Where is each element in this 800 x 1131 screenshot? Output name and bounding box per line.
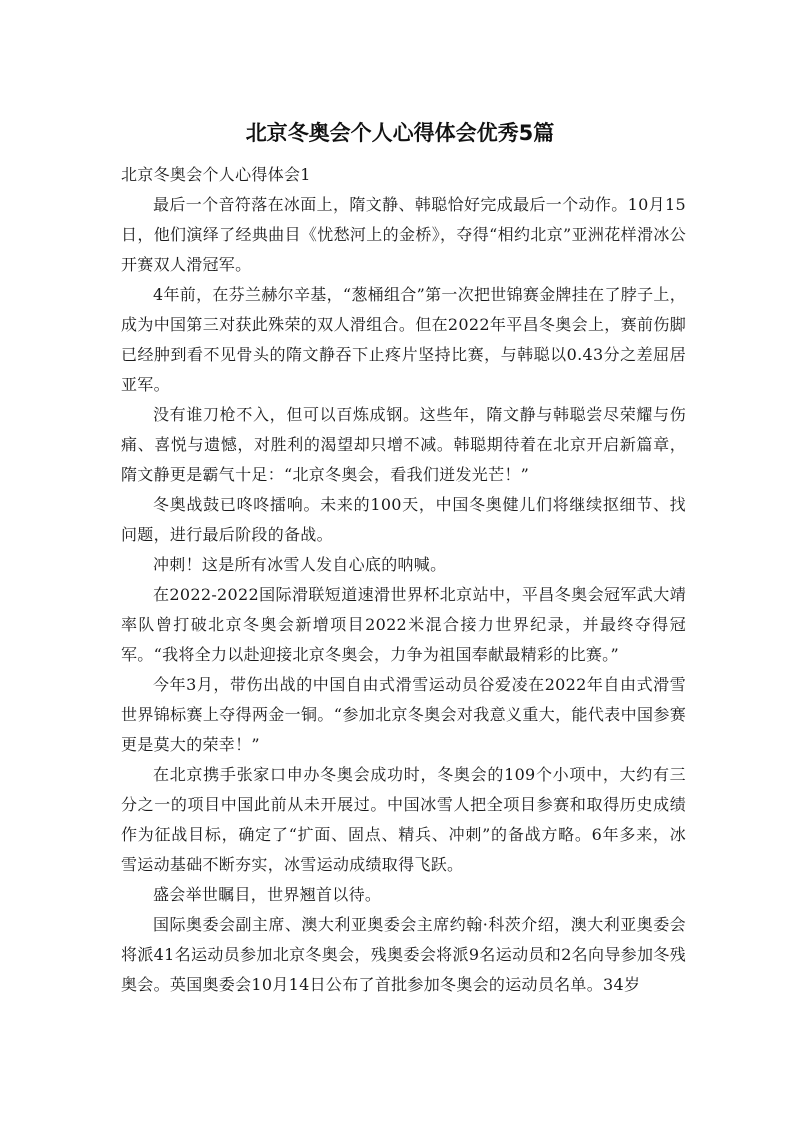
paragraph-3: 没有谁刀枪不入，但可以百炼成钢。这些年，隋文静与韩聪尝尽荣耀与伤痛、喜悦与遗憾，对胜利的渴望却只增不减。韩聪期待着在北京开启新篇章，隋文静更是霸气十足：“北京冬奥会，看我们迸发光芒！” xyxy=(121,405,686,484)
paragraph-8: 在北京携手张家口申办冬奥会成功时，冬奥会的109个小项中，大约有三分之一的项目中国此前从未开展过。中国冰雪人把全项目参赛和取得历史成绩作为征战目标，确定了“扩面、固点、精兵、冲刺”的备战方略。6年多来，冰雪运动基础不断夯实，冰雪运动成绩取得飞跃。 xyxy=(121,765,686,874)
document-title: 北京冬奥会个人心得体会优秀5篇 xyxy=(245,121,555,145)
paragraph-9: 盛会举世瞩目，世界翘首以待。 xyxy=(153,885,382,904)
paragraph-4: 冬奥战鼓已咚咚擂响。未来的100天，中国冬奥健儿们将继续抠细节、找问题，进行最后阶段的备战。 xyxy=(121,495,686,544)
section-heading: 北京冬奥会个人心得体会1 xyxy=(121,165,311,184)
paragraph-5: 冲刺！这是所有冰雪人发自心底的呐喊。 xyxy=(153,555,447,574)
paragraph-6: 在2022-2022国际滑联短道速滑世界杯北京站中，平昌冬奥会冠军武大靖率队曾打破北京冬奥会新增项目2022米混合接力世界纪录，并最终夺得冠军。“我将全力以赴迎接北京冬奥会，力争为祖国奉献最精彩的比赛。” xyxy=(121,585,686,664)
paragraph-2: 4年前，在芬兰赫尔辛基，“葱桶组合”第一次把世锦赛金牌挂在了脖子上，成为中国第三对获此殊荣的双人滑组合。但在2022年平昌冬奥会上，赛前伤脚已经肿到看不见骨头的隋文静吞下止疼片坚持比赛，与韩聪以0.43分之差屈居亚军。 xyxy=(121,285,686,394)
paragraph-1: 最后一个音符落在冰面上，隋文静、韩聪恰好完成最后一个动作。10月15日，他们演绎了经典曲目《忧愁河上的金桥》，夺得“相约北京”亚洲花样滑冰公开赛双人滑冠军。 xyxy=(121,195,686,274)
paragraph-7: 今年3月，带伤出战的中国自由式滑雪运动员谷爱凌在2022年自由式滑雪世界锦标赛上夺得两金一铜。“参加北京冬奥会对我意义重大，能代表中国参赛更是莫大的荣幸！” xyxy=(121,675,686,754)
paragraph-10: 国际奥委会副主席、澳大利亚奥委会主席约翰·科茨介绍，澳大利亚奥委会将派41名运动员参加北京冬奥会，残奥委会将派9名运动员和2名向导参加冬残奥会。英国奥委会10月14日公布了首批参加冬奥会的运动员名单。34岁 xyxy=(121,915,686,994)
document-body xyxy=(121,160,686,1000)
